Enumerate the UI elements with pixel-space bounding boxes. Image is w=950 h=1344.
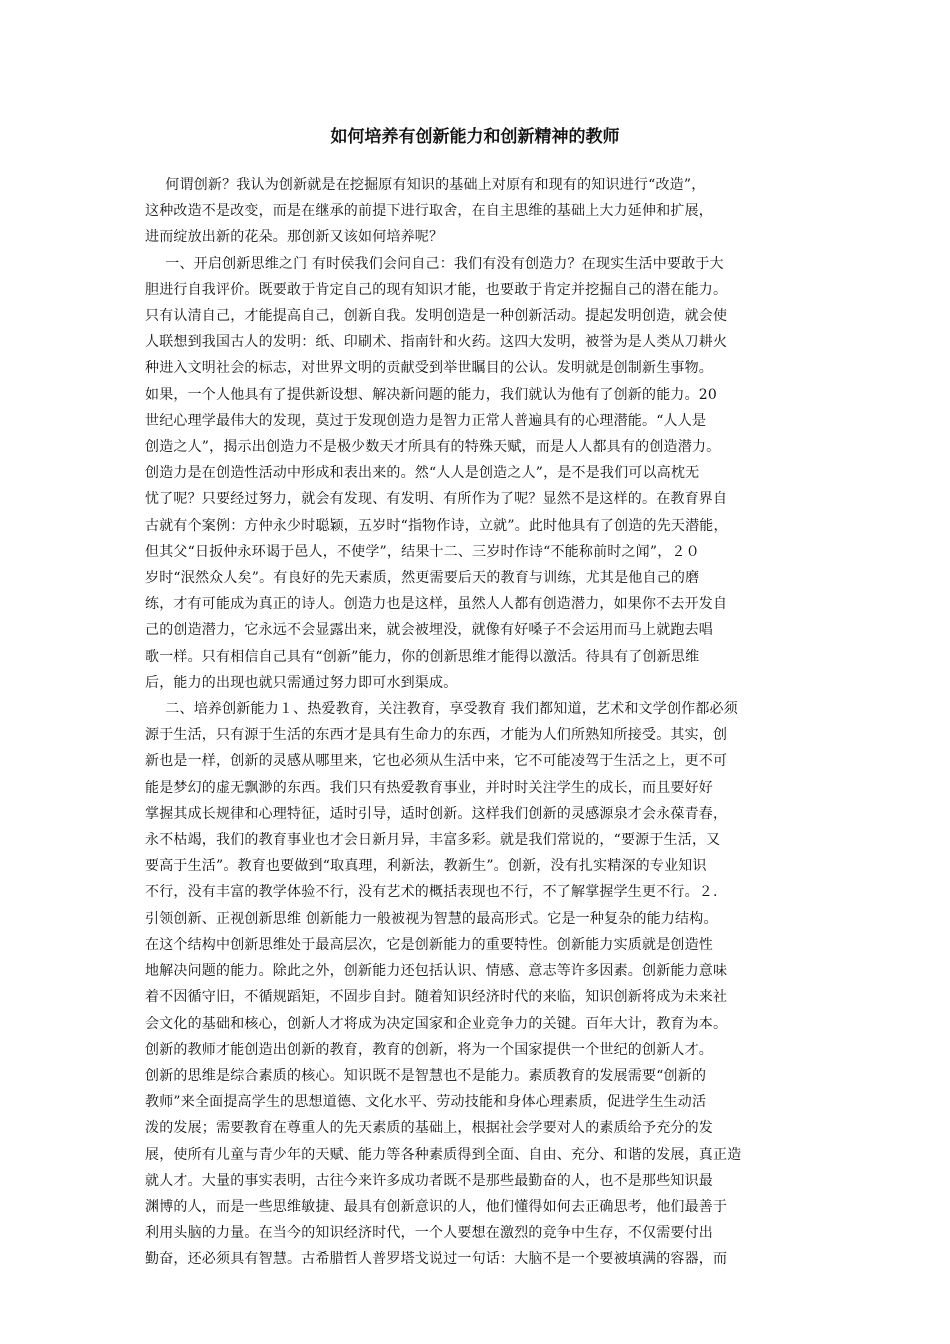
paragraph-line: 后，能力的出现也就只需通过努力即可水到渠成。 xyxy=(145,674,458,691)
paragraph-line: 忧了呢？只要经过努力，就会有发现、有发明、有所作为了呢？显然不是这样的。在教育界自 xyxy=(145,491,728,508)
paragraph-2 xyxy=(145,251,805,696)
paragraph-line: 能是梦幻的虚无飘渺的东西。我们只有热爱教育事业，并时时关注学生的成长，而且要好好 xyxy=(145,779,713,796)
paragraph-line: 地解决问题的能力。除此之外，创新能力还包括认识、情感、意志等许多因素。创新能力意味 xyxy=(145,963,728,980)
paragraph-line: 利用头脑的力量。在当今的知识经济时代，一个人要想在激烈的竞争中生存，不仅需要付出 xyxy=(145,1225,713,1242)
paragraph-line: 但其父“日扳仲永环谒于邑人，不使学”，结果十二、三岁时作诗“不能称前时之闻”，２０ xyxy=(145,543,700,560)
paragraph-line: 古就有个案例：方仲永少时聪颖，五岁时“指物作诗，立就”。此时他具有了创造的先天潜能， xyxy=(145,517,728,534)
paragraph-line: 着不因循守旧，不循规蹈矩，不固步自封。随着知识经济时代的来临，知识创新将成为未来社 xyxy=(145,989,728,1006)
paragraph-line: 何谓创新？我认为创新就是在挖掘原有知识的基础上对原有和现有的知识进行“改造”， xyxy=(165,177,706,193)
paragraph-line: 歌一样。只有相信自己具有“创新”能力，你的创新思维才能得以激活。待具有了创新思维 xyxy=(145,648,700,665)
paragraph-line: 创造之人”，揭示出创造力不是极少数天才所具有的特殊天赋，而是人人都具有的创造潜力。 xyxy=(145,439,721,456)
paragraph-line: 练，才有可能成为真正的诗人。创造力也是这样，虽然人人都有创造潜力，如果你不去开发自 xyxy=(145,596,728,613)
paragraph-line: 在这个结构中创新思维处于最高层次，它是创新能力的重要特性。创新能力实质就是创造性 xyxy=(145,936,713,953)
paragraph-line: 如果，一个人他具有了提供新设想、解决新问题的能力，我们就认为他有了创新的能力。20 xyxy=(145,386,718,403)
paragraph-line: 引领创新、正视创新思维 创新能力一般被视为智慧的最高形式。它是一种复杂的能力结构。 xyxy=(145,910,718,927)
document-body xyxy=(145,172,805,1273)
paragraph-line: 勤奋，还必须具有智慧。古希腊哲人普罗塔戈说过一句话：大脑不是一个要被填满的容器，而 xyxy=(145,1251,728,1268)
paragraph-1 xyxy=(145,172,805,251)
paragraph-line: 会文化的基础和核心，创新人才将成为决定国家和企业竞争力的关键。百年大计，教育为本。 xyxy=(145,1015,728,1032)
paragraph-line: 胆进行自我评价。既要敢于肯定自己的现有知识才能，也要敢于肯定并挖掘自己的潜在能力。 xyxy=(145,281,728,298)
paragraph-line: 新也是一样，创新的灵感从哪里来，它也必须从生活中来，它不可能凌驾于生活之上，更不可 xyxy=(145,753,728,770)
paragraph-line: 己的创造潜力，它永远不会显露出来，就会被埋没，就像有好嗓子不会运用而马上就跑去唱 xyxy=(145,622,713,639)
paragraph-line: 这种改造不是改变，而是在继承的前提下进行取舍，在自主思维的基础上大力延伸和扩展， xyxy=(145,203,713,220)
paragraph-line: 创新的思维是综合素质的核心。知识既不是智慧也不是能力。素质教育的发展需要“创新的 xyxy=(145,1067,707,1084)
paragraph-line: 不行，没有丰富的教学体验不行，没有艺术的概括表现也不行，不了解掌握学生更不行。２. xyxy=(145,884,718,901)
paragraph-line: 掌握其成长规律和心理特征，适时引导，适时创新。这样我们创新的灵感源泉才会永葆青春， xyxy=(145,805,728,822)
paragraph-line: 教师”来全面提高学生的思想道德、文化水平、劳动技能和身体心理素质，促进学生生动活 xyxy=(145,1094,707,1111)
paragraph-line: 创造力是在创造性活动中形成和表出来的。然“人人是创造之人”，是不是我们可以高枕无 xyxy=(145,465,700,482)
paragraph-line: 种进入文明社会的标志，对世界文明的贡献受到举世瞩目的公认。发明就是创制新生事物。 xyxy=(145,360,713,377)
paragraph-line: 展，使所有儿童与青少年的天赋、能力等各种素质得到全面、自由、充分、和谐的发展，真正造 xyxy=(145,1146,742,1163)
paragraph-line: 永不枯竭，我们的教育事业也才会日新月异，丰富多彩。就是我们常说的，“要源于生活，又 xyxy=(145,832,721,849)
paragraph-line: 世纪心理学最伟大的发现，莫过于发现创造力是智力正常人普遍具有的心理潜能。“人人是 xyxy=(145,412,707,429)
paragraph-line: 岁时“泯然众人矣”。有良好的先天素质，然更需要后天的教育与训练，尤其是他自己的磨 xyxy=(145,570,700,587)
document-page xyxy=(145,0,805,1344)
paragraph-line: 就人才。大量的事实表明，古往今来许多成功者既不是那些最勤奋的人，也不是那些知识最 xyxy=(145,1172,713,1189)
paragraph-3 xyxy=(145,696,805,1272)
paragraph-line: 泼的发展；需要教育在尊重人的先天素质的基础上，根据社会学要对人的素质给予充分的发 xyxy=(145,1120,713,1137)
document-title: 如何培养有创新能力和创新精神的教师 xyxy=(330,127,620,147)
paragraph-line: 人联想到我国古人的发明：纸、印刷术、指南针和火药。这四大发明，被誉为是人类从刀耕火 xyxy=(145,334,728,351)
paragraph-line: 一、开启创新思维之门 有时侯我们会问自己：我们有没有创造力？在现实生活中要敢于大 xyxy=(165,255,724,272)
paragraph-line: 源于生活，只有源于生活的东西才是具有生命力的东西，才能为人们所熟知所接受。其实，创 xyxy=(145,727,728,744)
paragraph-line: 只有认清自己，才能提高自己，创新自我。发明创造是一种创新活动。提起发明创造，就会使 xyxy=(145,308,728,325)
paragraph-line: 进而绽放出新的花朵。那创新又该如何培养呢？ xyxy=(145,229,444,246)
paragraph-line: 要高于生活”。教育也要做到“取真理，利新法，教新生”。创新，没有扎实精深的专业知识 xyxy=(145,858,707,875)
paragraph-line: 渊博的人，而是一些思维敏捷、最具有创新意识的人，他们懂得如何去正确思考，他们最善于 xyxy=(145,1198,728,1215)
paragraph-line: 创新的教师才能创造出创新的教育，教育的创新，将为一个国家提供一个世纪的创新人才。 xyxy=(145,1041,713,1058)
paragraph-line: 二、培养创新能力１、热爱教育，关注教育，享受教育 我们都知道，艺术和文学创作都必须 xyxy=(165,701,738,718)
